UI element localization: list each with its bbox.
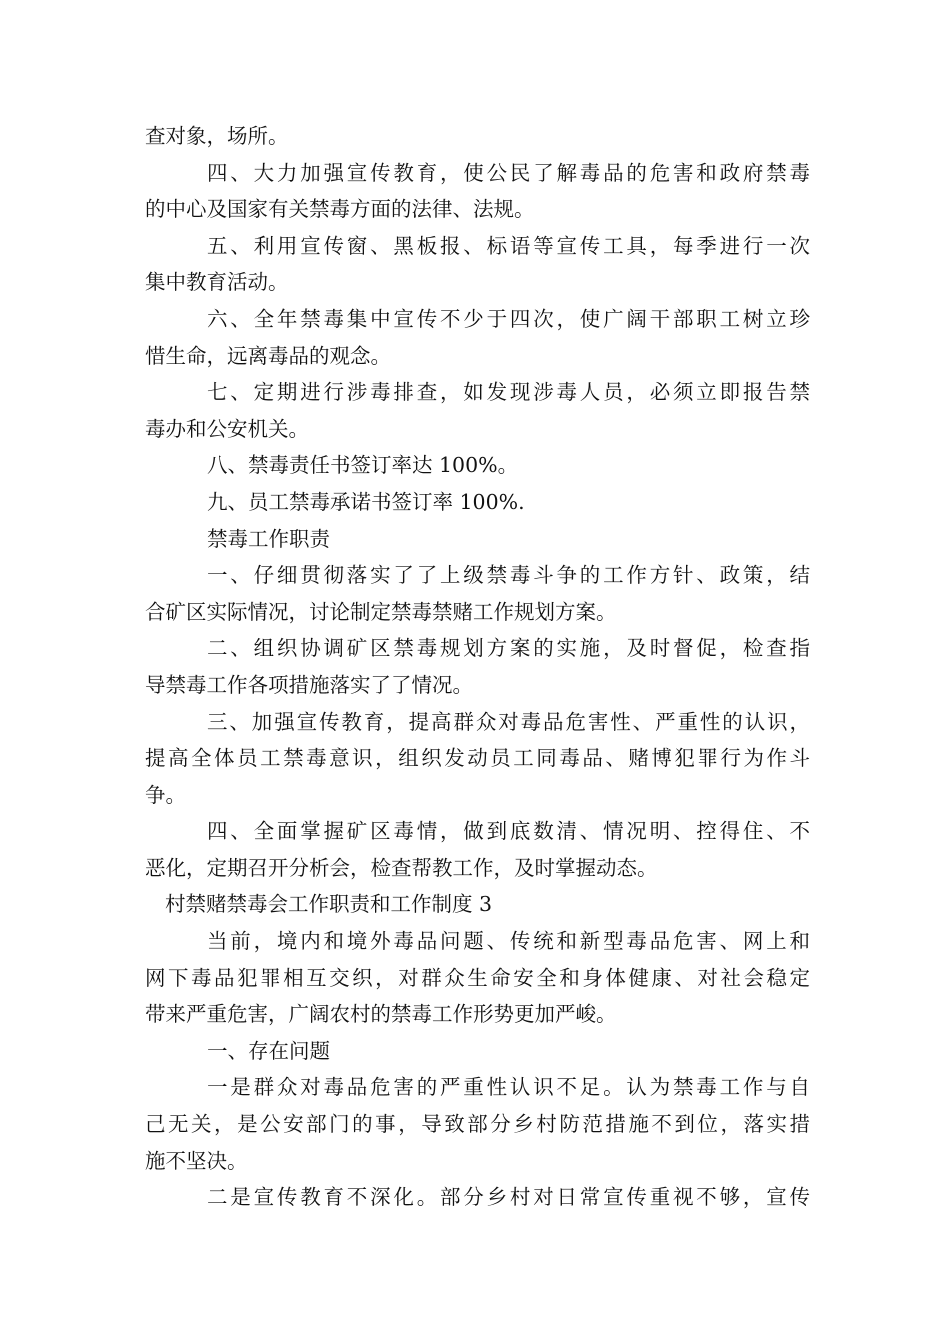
paragraph-first-line: 一、仔细贯彻落实了了上级禁毒斗争的工作方针、政策，结 bbox=[207, 563, 810, 588]
paragraph-first-line: 一是群众对毒品危害的严重性认识不足。认为禁毒工作与自 bbox=[207, 1075, 810, 1100]
text-line-continuation: 施不坚决。 bbox=[145, 1148, 248, 1173]
section-heading: 禁毒工作职责 bbox=[207, 526, 330, 551]
text-line-continuation: 的中心及国家有关禁毒方面的法律、法规。 bbox=[145, 197, 535, 222]
text-line-continuation: 集中教育活动。 bbox=[145, 270, 289, 295]
text-line-continuation: 带来严重危害，广阔农村的禁毒工作形势更加严峻。 bbox=[145, 1002, 617, 1027]
text-line-middle: 己无关，是公安部门的事，导致部分乡村防范措施不到位，落实措 bbox=[145, 1112, 810, 1137]
paragraph-first-line: 当前，境内和境外毒品问题、传统和新型毒品危害、网上和 bbox=[207, 929, 810, 954]
paragraph-first-line: 三、加强宣传教育，提高群众对毒品危害性、严重性的认识， bbox=[207, 709, 810, 734]
text-line-continuation: 查对象，场所。 bbox=[145, 124, 289, 148]
paragraph-single-line: 九、员工禁毒承诺书签订率 100%. bbox=[207, 489, 525, 514]
text-line-continuation: 毒办和公安机关。 bbox=[145, 416, 309, 441]
text-line-continuation: 争。 bbox=[145, 782, 186, 807]
document-subtitle: 村禁赌禁毒会工作职责和工作制度 3 bbox=[165, 892, 493, 917]
paragraph-first-line: 二、组织协调矿区禁毒规划方案的实施，及时督促，检查指 bbox=[207, 636, 810, 661]
text-line-middle: 网下毒品犯罪相互交织，对群众生命安全和身体健康、对社会稳定 bbox=[145, 965, 810, 990]
document-page bbox=[145, 118, 810, 1216]
paragraph-first-line: 五、利用宣传窗、黑板报、标语等宣传工具，每季进行一次 bbox=[207, 233, 810, 258]
text-line-continuation: 合矿区实际情况，讨论制定禁毒禁赌工作规划方案。 bbox=[145, 599, 617, 624]
text-line-continuation: 惜生命，远离毒品的观念。 bbox=[145, 343, 391, 368]
paragraph-first-line: 四、大力加强宣传教育，使公民了解毒品的危害和政府禁毒 bbox=[207, 160, 810, 185]
section-heading: 一、存在问题 bbox=[207, 1038, 330, 1063]
paragraph-first-line: 六、全年禁毒集中宣传不少于四次，使广阔干部职工树立珍 bbox=[207, 306, 810, 331]
paragraph-first-line: 七、定期进行涉毒排查，如发现涉毒人员，必须立即报告禁 bbox=[207, 380, 810, 405]
paragraph-single-line: 八、禁毒责任书签订率达 100%。 bbox=[207, 453, 519, 478]
text-line-continuation: 导禁毒工作各项措施落实了了情况。 bbox=[145, 672, 473, 697]
text-line-middle: 提高全体员工禁毒意识，组织发动员工同毒品、赌博犯罪行为作斗 bbox=[145, 746, 810, 771]
paragraph-first-line: 二是宣传教育不深化。部分乡村对日常宣传重视不够，宣传 bbox=[207, 1185, 810, 1210]
paragraph-first-line: 四、全面掌握矿区毒情，做到底数清、情况明、控得住、不 bbox=[207, 819, 810, 844]
text-line-continuation: 恶化，定期召开分析会，检查帮教工作，及时掌握动态。 bbox=[145, 855, 658, 880]
